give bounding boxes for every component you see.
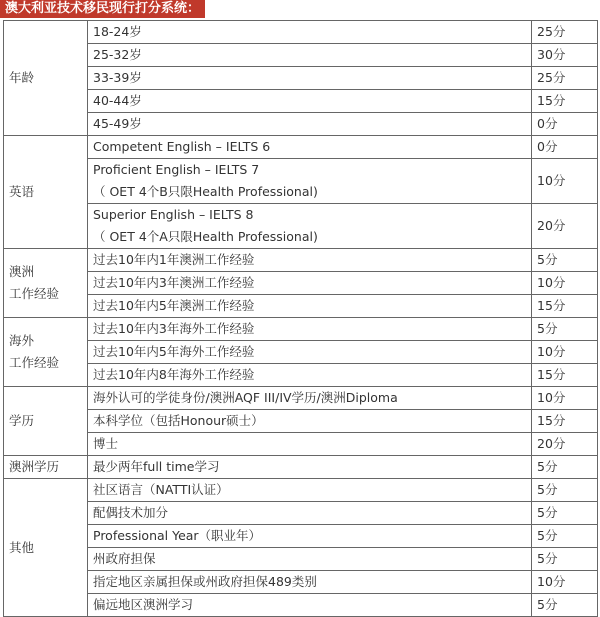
criterion-cell: [88, 136, 532, 159]
criterion-cell: [88, 44, 532, 67]
points-cell: 10分: [532, 159, 598, 204]
criterion-label: （ OET 4个A只限Health Professional): [93, 229, 318, 244]
criterion-label: 33-39岁: [93, 70, 142, 85]
table-row: [4, 318, 598, 341]
table-row: [4, 44, 598, 67]
table-row: [4, 21, 598, 44]
criterion-label: 过去10年内5年澳洲工作经验: [93, 298, 255, 313]
table-row: [4, 502, 598, 525]
criterion-label: 25-32岁: [93, 47, 142, 62]
category-cell: [4, 136, 88, 249]
criterion-label: 过去10年内1年澳洲工作经验: [93, 252, 255, 267]
criterion-cell: [88, 272, 532, 295]
points-cell: 5分: [532, 548, 598, 571]
table-row: [4, 67, 598, 90]
criterion-label: （ OET 4个B只限Health Professional): [93, 184, 318, 199]
criterion-cell: [88, 479, 532, 502]
points-cell: 5分: [532, 479, 598, 502]
criterion-cell: [88, 90, 532, 113]
criterion-cell: [88, 433, 532, 456]
category-label: 澳洲学历: [9, 459, 60, 474]
criterion-cell: [88, 113, 532, 136]
criterion-label: 18-24岁: [93, 24, 142, 39]
table-row: [4, 410, 598, 433]
table-row: [4, 295, 598, 318]
category-cell: [4, 479, 88, 617]
criterion-cell: [88, 364, 532, 387]
table-row: [4, 159, 598, 204]
points-cell: 15分: [532, 90, 598, 113]
category-label: 工作经验: [9, 286, 60, 301]
category-cell: [4, 21, 88, 136]
table-row: [4, 594, 598, 617]
points-cell: 10分: [532, 387, 598, 410]
points-cell: 5分: [532, 249, 598, 272]
table-row: [4, 113, 598, 136]
criterion-label: 配偶技术加分: [93, 505, 169, 520]
points-cell: 10分: [532, 341, 598, 364]
category-cell: [4, 456, 88, 479]
criterion-label: Proficient English – IELTS 7: [93, 162, 260, 177]
criterion-cell: [88, 159, 532, 204]
criterion-label: 40-44岁: [93, 93, 142, 108]
criterion-label: 过去10年内3年澳洲工作经验: [93, 275, 255, 290]
points-cell: 30分: [532, 44, 598, 67]
points-cell: 0分: [532, 113, 598, 136]
category-cell: [4, 249, 88, 318]
criterion-label: 45-49岁: [93, 116, 142, 131]
points-cell: 25分: [532, 67, 598, 90]
criterion-label: 最少两年full time学习: [93, 459, 220, 474]
category-label: 工作经验: [9, 355, 60, 370]
points-cell: 15分: [532, 410, 598, 433]
table-row: [4, 525, 598, 548]
criterion-cell: [88, 410, 532, 433]
criterion-cell: [88, 341, 532, 364]
criterion-label: 本科学位（包括Honour硕士）: [93, 413, 264, 428]
points-cell: 15分: [532, 364, 598, 387]
table-row: [4, 548, 598, 571]
category-label: 英语: [9, 184, 35, 199]
criterion-cell: [88, 67, 532, 90]
criterion-cell: [88, 456, 532, 479]
points-cell: 20分: [532, 204, 598, 249]
criterion-label: Competent English – IELTS 6: [93, 139, 271, 154]
table-row: [4, 90, 598, 113]
criterion-label: 州政府担保: [93, 551, 156, 566]
criterion-cell: [88, 594, 532, 617]
criterion-label: 偏远地区澳洲学习: [93, 597, 194, 612]
criterion-cell: [88, 525, 532, 548]
table-row: [4, 272, 598, 295]
table-row: [4, 571, 598, 594]
category-label: 其他: [9, 539, 35, 555]
criterion-cell: [88, 204, 532, 249]
points-table: [3, 20, 598, 617]
criterion-label: 过去10年内3年海外工作经验: [93, 321, 255, 336]
category-label: 学历: [9, 413, 35, 428]
category-label: 年龄: [9, 70, 35, 85]
criterion-label: 过去10年内5年海外工作经验: [93, 344, 255, 359]
points-cell: 5分: [532, 525, 598, 548]
table-row: [4, 204, 598, 249]
criterion-cell: [88, 21, 532, 44]
points-cell: 15分: [532, 295, 598, 318]
criterion-label: Professional Year（职业年）: [93, 528, 262, 543]
table-row: [4, 341, 598, 364]
category-label: 澳洲: [9, 264, 35, 279]
table-row: [4, 456, 598, 479]
criterion-label: 社区语言（NATTI认证）: [93, 482, 229, 497]
table-row: [4, 136, 598, 159]
points-cell: 10分: [532, 272, 598, 295]
criterion-cell: [88, 249, 532, 272]
points-cell: 5分: [532, 318, 598, 341]
points-cell: 5分: [532, 502, 598, 525]
table-row: [4, 387, 598, 410]
table-row: [4, 433, 598, 456]
points-cell: 0分: [532, 136, 598, 159]
category-cell: [4, 318, 88, 387]
table-row: [4, 249, 598, 272]
points-cell: 25分: [532, 21, 598, 44]
criterion-label: 过去10年内8年海外工作经验: [93, 367, 255, 382]
category-label: 海外: [9, 333, 35, 348]
criterion-label: 指定地区亲属担保或州政府担保489类别: [93, 574, 317, 589]
points-table-body: [4, 21, 598, 617]
table-row: [4, 479, 598, 502]
criterion-cell: [88, 318, 532, 341]
criterion-cell: [88, 387, 532, 410]
criterion-cell: [88, 571, 532, 594]
criterion-label: Superior English – IELTS 8: [93, 207, 254, 222]
criterion-label: 博士: [93, 436, 119, 451]
points-cell: 10分: [532, 571, 598, 594]
points-cell: 5分: [532, 456, 598, 479]
criterion-label: 海外认可的学徒身份/澳洲AQF III/IV学历/澳洲Diploma: [93, 390, 398, 405]
page-title: 澳大利亚技术移民现行打分系统：: [0, 0, 205, 18]
criterion-cell: [88, 502, 532, 525]
category-cell: [4, 387, 88, 456]
points-cell: 5分: [532, 594, 598, 617]
criterion-cell: [88, 295, 532, 318]
points-cell: 20分: [532, 433, 598, 456]
criterion-cell: [88, 548, 532, 571]
table-row: [4, 364, 598, 387]
